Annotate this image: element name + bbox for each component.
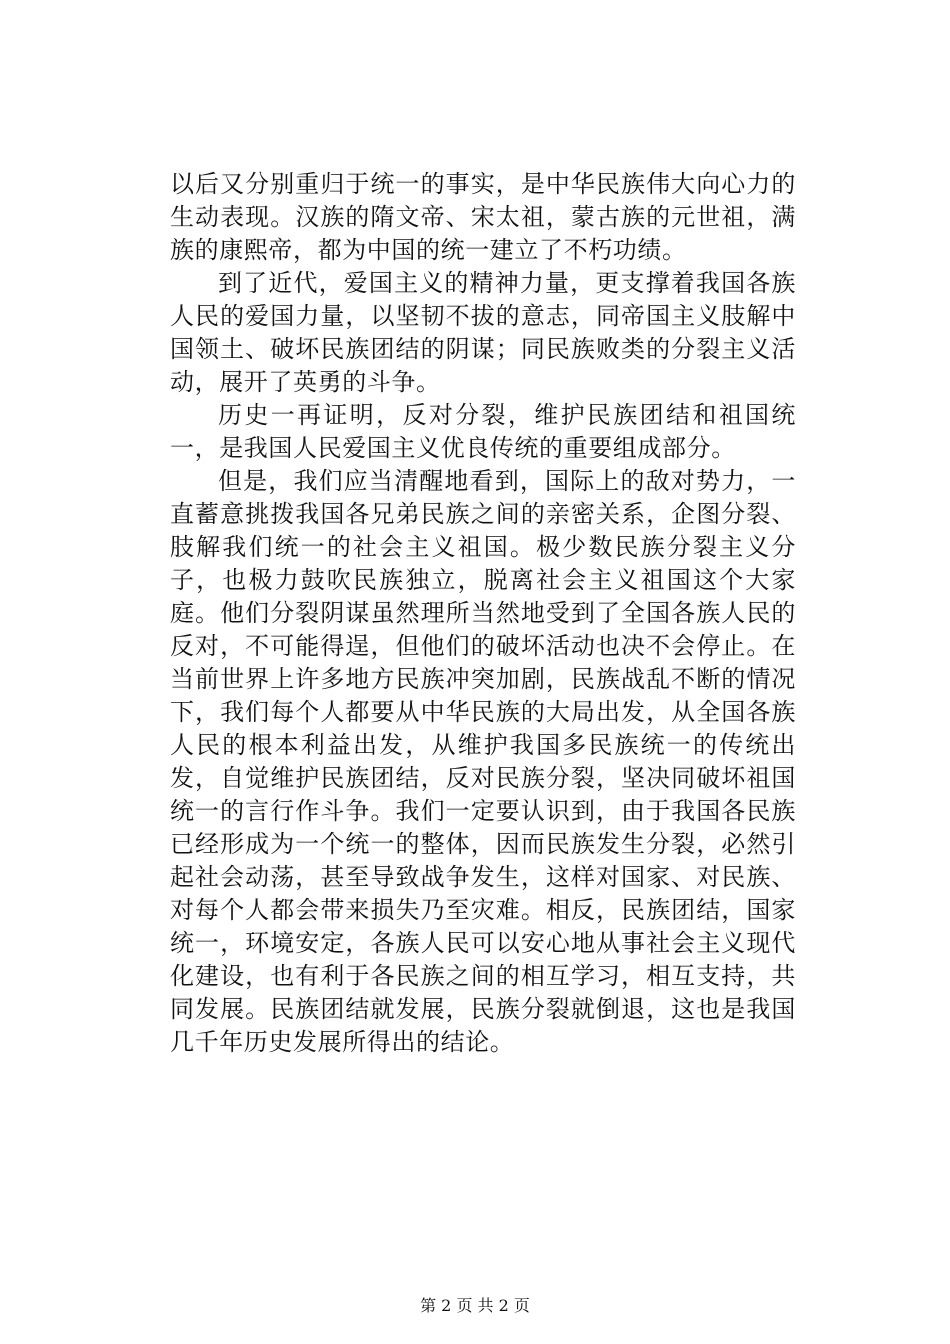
- page-footer: [0, 1296, 950, 1316]
- paragraph-2: 到了近代，爱国主义的精神力量，更支撑着我国各族人民的爱国力量，以坚韧不拔的意志，同帝国主义肢解中国领土、破坏民族团结的阴谋；同民族败类的分裂主义活动，展开了英勇的斗争。: [170, 269, 796, 396]
- page-number-label: 第 2 页 共 2 页: [420, 1296, 530, 1315]
- paragraph-3: 历史一再证明，反对分裂，维护民族团结和祖国统一，是我国人民爱国主义优良传统的重要组成部分。: [170, 401, 796, 462]
- document-body: [170, 168, 796, 1059]
- paragraph-4: 但是，我们应当清醒地看到，国际上的敌对势力，一直蓄意挑拨我国各兄弟民族之间的亲密关系，企图分裂、肢解我们统一的社会主义祖国。极少数民族分裂主义分子，也极力鼓吹民族独立，脱离社会主义祖国这个大家庭。他们分裂阴谋虽然理所当然地受到了全国各族人民的反对，不可能得逞，但他们的破坏活动也决不会停止。在当前世界上许多地方民族冲突加剧，民族战乱不断的情况下，我们每个人都要从中华民族的大局出发，从全国各族人民的根本利益出发，从维护我国多民族统一的传统出发，自觉维护民族团结，反对民族分裂，坚决同破坏祖国统一的言行作斗争。我们一定要认识到，由于我国各民族已经形成为一个统一的整体，因而民族发生分裂，必然引起社会动荡，甚至导致战争发生，这样对国家、对民族、对每个人都会带来损失乃至灾难。相反，民族团结，国家统一，环境安定，各族人民可以安心地从事社会主义现代化建设，也有利于各民族之间的相互学习，相互支持，共同发展。民族团结就发展，民族分裂就倒退，这也是我国几千年历史发展所得出的结论。: [170, 467, 796, 1056]
- paragraph-1: 以后又分别重归于统一的事实，是中华民族伟大向心力的生动表现。汉族的隋文帝、宋太祖，蒙古族的元世祖，满族的康熙帝，都为中国的统一建立了不朽功绩。: [170, 170, 796, 264]
